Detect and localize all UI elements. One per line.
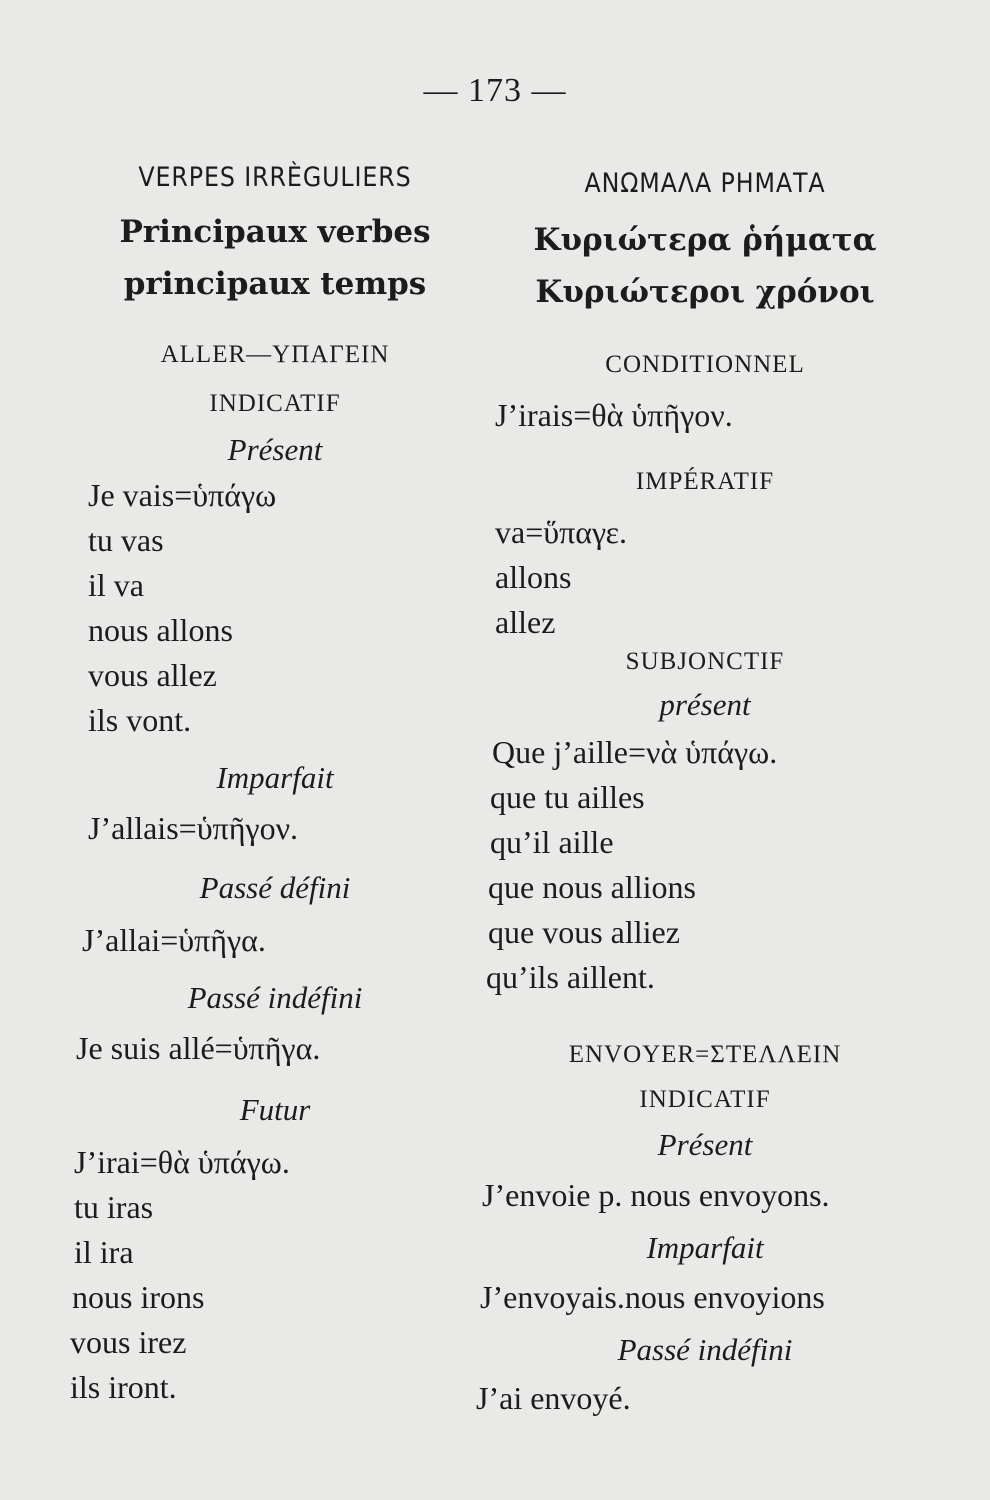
conjugation-line: J’envoyais.nous envoyions [480, 1279, 825, 1315]
conjugation-line: J’irais=θὰ ὑπῆγον. [495, 397, 733, 433]
tense-futur: Futur [239, 1092, 311, 1127]
conjugation-line: ils vont. [88, 702, 192, 738]
conjugation-line: il va [88, 567, 144, 603]
conjugation-line: J’irai=θὰ ὑπάγω. [74, 1144, 290, 1180]
conjugation-line: nous irons [72, 1279, 205, 1315]
page-number: — 173 — [423, 72, 567, 109]
conjugation-line: vous irez [70, 1324, 187, 1360]
conjugation-line: Je suis allé=ὑπῆγα. [76, 1030, 321, 1066]
tense-passe-indefini: Passé indéfini [187, 980, 363, 1015]
conjugation-line: que tu ailles [490, 779, 645, 815]
tense-imparfait-envoyer: Imparfait [646, 1230, 764, 1265]
conjugation-line: nous allons [88, 612, 233, 648]
tense-subj-present: présent [659, 687, 751, 722]
conjugation-line: que vous alliez [488, 914, 680, 950]
conjugation-line: Que j’aille=νὰ ὑπάγω. [492, 734, 778, 770]
conjugation-line: qu’ils aillent. [486, 959, 655, 995]
right-subtitle-1: Κυριώτερα ῥήματα [533, 222, 877, 258]
heading-subjonctif: SUBJONCTIF [625, 648, 785, 675]
conjugation-line: J’envoie p. nous envoyons. [482, 1177, 830, 1213]
left-subtitle-2: principaux temps [123, 266, 427, 302]
conjugation-line: tu vas [88, 522, 164, 558]
conjugation-line: allons [495, 559, 572, 595]
mood-indicatif: INDICATIF [209, 390, 341, 417]
mood-indicatif-envoyer: INDICATIF [639, 1086, 771, 1113]
conjugation-line: vous allez [88, 657, 217, 693]
tense-present-envoyer: Présent [657, 1127, 753, 1162]
conjugation-line: qu’il aille [490, 824, 614, 860]
tense-passe-indefini-envoyer: Passé indéfini [617, 1332, 793, 1367]
conjugation-line: J’allais=ὑπῆγον. [88, 810, 299, 846]
left-subtitle-1: Principaux verbes [119, 214, 431, 250]
verb-heading-aller: ALLER—ΥΠΑΓΕΙΝ [160, 341, 390, 368]
conjugation-line: J’allai=ὑπῆγα. [82, 922, 266, 958]
right-title: ΑΝΩΜΑΛΑ ΡΗΜΑΤΑ [584, 168, 826, 199]
conjugation-line: Je vais=ὑπάγω [88, 477, 277, 513]
left-title: VERPES IRRÈGULIERS [138, 162, 412, 193]
heading-conditionnel: CONDITIONNEL [605, 351, 805, 378]
conjugation-line: il ira [74, 1234, 134, 1270]
conjugation-line: J’ai envoyé. [476, 1380, 631, 1416]
conjugation-line: ils iront. [70, 1369, 177, 1405]
heading-imperatif: IMPÉRATIF [635, 468, 775, 495]
conjugation-line: va=ὕπαγε. [495, 514, 628, 550]
conjugation-line: allez [495, 604, 556, 640]
tense-present: Présent [227, 432, 323, 467]
conjugation-line: que nous allions [488, 869, 696, 905]
verb-heading-envoyer: ENVOYER=ΣΤΕΛΛΕΙΝ [568, 1041, 842, 1068]
right-subtitle-2: Κυριώτεροι χρόνοι [535, 274, 875, 310]
tense-passe-defini: Passé défini [199, 870, 351, 905]
conjugation-line: tu iras [74, 1189, 154, 1225]
tense-imparfait: Imparfait [216, 760, 334, 795]
